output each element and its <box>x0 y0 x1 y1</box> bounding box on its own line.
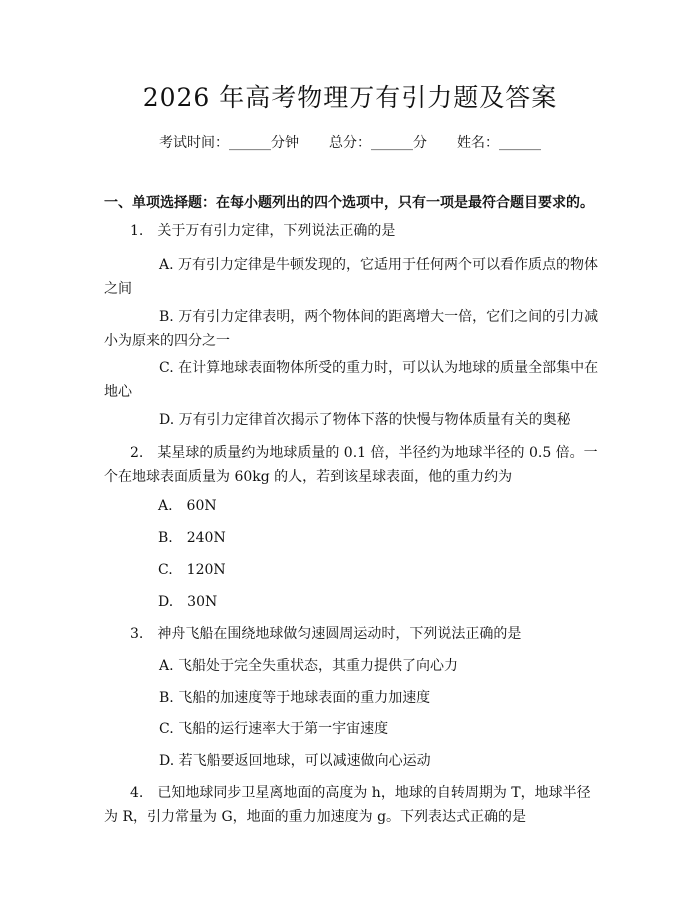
question-option: B. 万有引力定律表明，两个物体间的距离增大一倍，它们之间的引力减小为原来的四分之一 <box>104 309 599 349</box>
question-stem: 4. 已知地球同步卫星离地面的高度为 h，地球的自转周期为 T，地球半径为 R，引力常量为 G，地面的重力加速度为 g。下列表达式正确的是 <box>104 785 591 825</box>
question-stem: 1. 关于万有引力定律，下列说法正确的是 <box>130 223 396 239</box>
section-heading: 一、单项选择题：在每小题列出的四个选项中，只有一项是最符合题目要求的。 <box>104 195 594 211</box>
question-stem: 2. 某星球的质量约为地球质量的 0.1 倍，半径约为地球半径的 0.5 倍。一个在地球表面质量为 60kg 的人，若到该星球表面，他的重力约为 <box>104 445 598 485</box>
question-stem: 3. 神舟飞船在围绕地球做匀速圆周运动时，下列说法正确的是 <box>130 626 522 642</box>
question-option: B. 240N <box>158 530 226 546</box>
question-option: C. 120N <box>158 562 226 578</box>
exam-time: 考试时间：______分钟 <box>159 135 299 151</box>
student-name: 姓名：______ <box>457 135 541 151</box>
question-option: A. 万有引力定律是牛顿发现的，它适用于任何两个可以看作质点的物体之间 <box>104 257 599 297</box>
question-option: C. 飞船的运行速率大于第一宇宙速度 <box>159 721 389 737</box>
question-option: A. 60N <box>158 498 217 514</box>
question-option: D. 30N <box>158 594 218 610</box>
page-title: 2026 年高考物理万有引力题及答案 <box>142 83 558 112</box>
exam-score: 总分：______分 <box>329 135 427 151</box>
question-option: C. 在计算地球表面物体所受的重力时，可以认为地球的质量全部集中在地心 <box>104 360 599 400</box>
question-option: D. 若飞船要返回地球，可以减速做向心运动 <box>159 753 431 769</box>
question-option: B. 飞船的加速度等于地球表面的重力加速度 <box>159 690 431 706</box>
exam-info <box>0 132 700 152</box>
question-option: D. 万有引力定律首次揭示了物体下落的快慢与物体质量有关的奥秘 <box>159 412 571 428</box>
question-option: A. 飞船处于完全失重状态，其重力提供了向心力 <box>159 658 459 674</box>
